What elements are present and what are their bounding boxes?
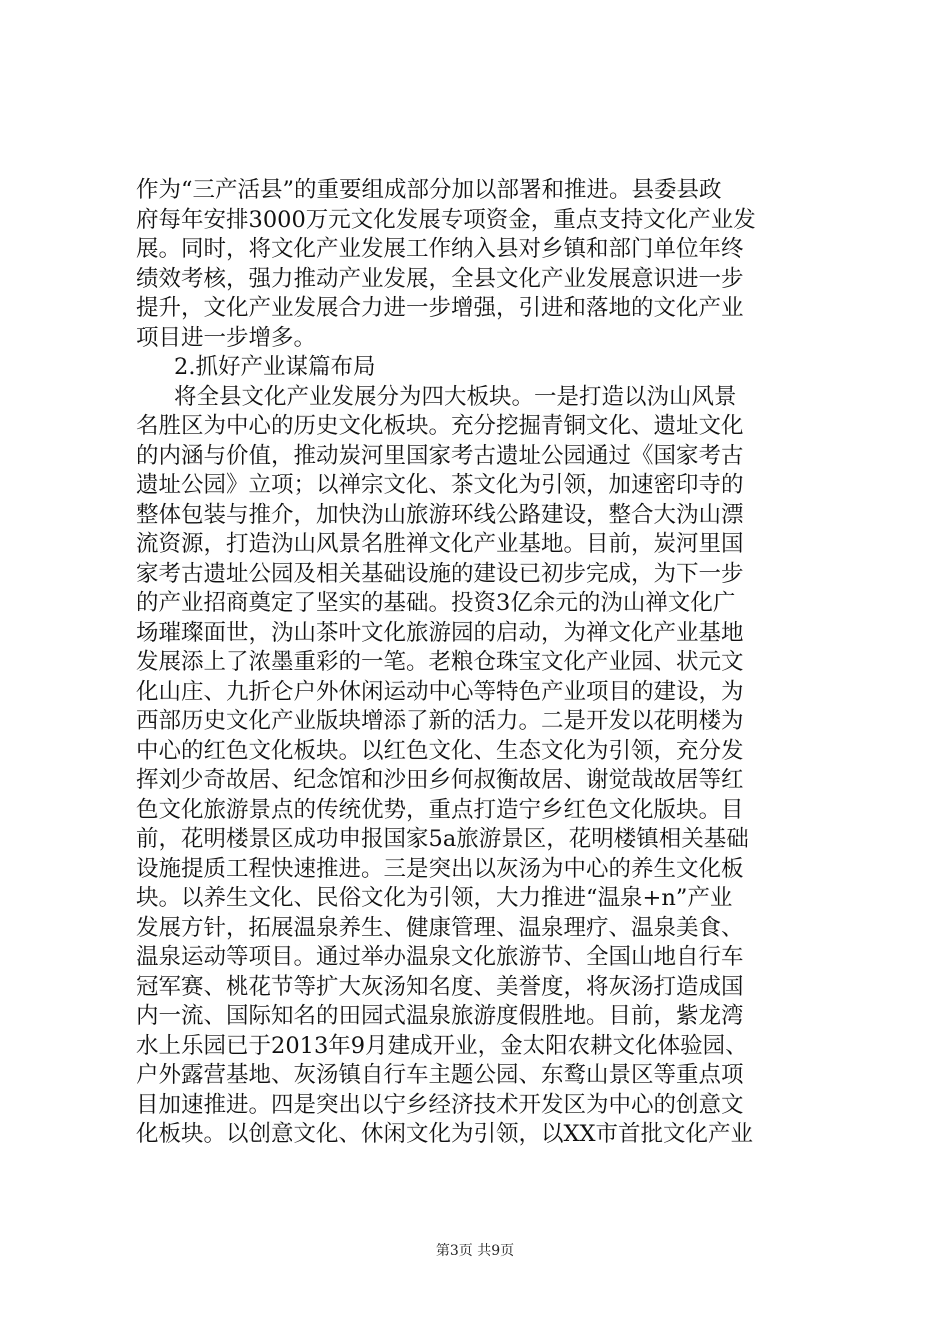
text-line: 化板块。以创意文化、休闲文化为引领，以XX市首批文化产业	[136, 1121, 754, 1147]
text-line: 项目进一步增多。	[136, 324, 317, 351]
text-line: 内一流、国际知名的田园式温泉旅游度假胜地。目前，紫龙湾	[136, 1003, 744, 1029]
text-line: 温泉运动等项目。通过举办温泉文化旅游节、全国山地自行车	[136, 944, 744, 970]
page-number-footer: 第3页 共9页	[435, 1243, 515, 1259]
text-line: 家考古遗址公园及相关基础设施的建设已初步完成，为下一步	[136, 560, 744, 587]
text-line: 的产业招商奠定了坚实的基础。投资3亿余元的沩山禅文化广	[136, 590, 736, 616]
text-line: 前，花明楼景区成功申报国家5a旅游景区，花明楼镇相关基础	[136, 826, 749, 852]
text-line: 色文化旅游景点的传统优势，重点打造宁乡红色文化版块。目	[136, 796, 744, 823]
text-line: 挥刘少奇故居、纪念馆和沙田乡何叔衡故居、谢觉哉故居等红	[136, 767, 744, 793]
text-line: 水上乐园已于2013年9月建成开业，金太阳农耕文化体验园、	[136, 1032, 748, 1059]
text-line: 场璀璨面世，沩山茶叶文化旅游园的启动，为禅文化产业基地	[136, 619, 744, 646]
text-line: 流资源，打造沩山风景名胜禅文化产业基地。目前，炭河里国	[136, 531, 744, 557]
text-line: 冠军赛、桃花节等扩大灰汤知名度、美誉度，将灰汤打造成国	[136, 973, 744, 1000]
text-line: 目加速推进。四是突出以宁乡经济技术开发区为中心的创意文	[136, 1091, 744, 1118]
text-line: 绩效考核，强力推动产业发展，全县文化产业发展意识进一步	[136, 265, 744, 292]
text-line: 的内涵与价值，推动炭河里国家考古遗址公园通过《国家考古	[136, 442, 744, 469]
text-line: 户外露营基地、灰汤镇自行车主题公园、东鹜山景区等重点项	[136, 1062, 744, 1088]
text-line: 作为“三产活县”的重要组成部分加以部署和推进。县委县政	[136, 177, 722, 203]
text-line: 西部历史文化产业版块增添了新的活力。二是开发以花明楼为	[136, 708, 744, 734]
text-line: 展。同时，将文化产业发展工作纳入县对乡镇和部门单位年终	[136, 236, 744, 262]
text-line: 府每年安排3000万元文化发展专项资金，重点支持文化产业发	[136, 206, 756, 233]
text-line: 发展方针，拓展温泉养生、健康管理、温泉理疗、温泉美食、	[136, 914, 744, 941]
text-line: 发展添上了浓墨重彩的一笔。老粮仓珠宝文化产业园、状元文	[136, 649, 744, 675]
text-line: 中心的红色文化板块。以红色文化、生态文化为引领，充分发	[136, 737, 744, 764]
text-line: 提升，文化产业发展合力进一步增强，引进和落地的文化产业	[136, 295, 744, 321]
text-line: 化山庄、九折仑户外休闲运动中心等特色产业项目的建设，为	[136, 678, 744, 705]
section-heading: 2.抓好产业谋篇布局	[174, 354, 376, 380]
text-line: 将全县文化产业发展分为四大板块。一是打造以沩山风景	[174, 383, 737, 410]
text-line: 遗址公园》立项；以禅宗文化、茶文化为引领，加速密印寺的	[136, 472, 744, 498]
text-line: 块。以养生文化、民俗文化为引领，大力推进“温泉+n”产业	[136, 885, 733, 911]
text-line: 整体包装与推介，加快沩山旅游环线公路建设，整合大沩山漂	[136, 501, 744, 528]
text-line: 名胜区为中心的历史文化板块。充分挖掘青铜文化、遗址文化	[136, 413, 744, 439]
text-line: 设施提质工程快速推进。三是突出以灰汤为中心的养生文化板	[136, 855, 744, 882]
